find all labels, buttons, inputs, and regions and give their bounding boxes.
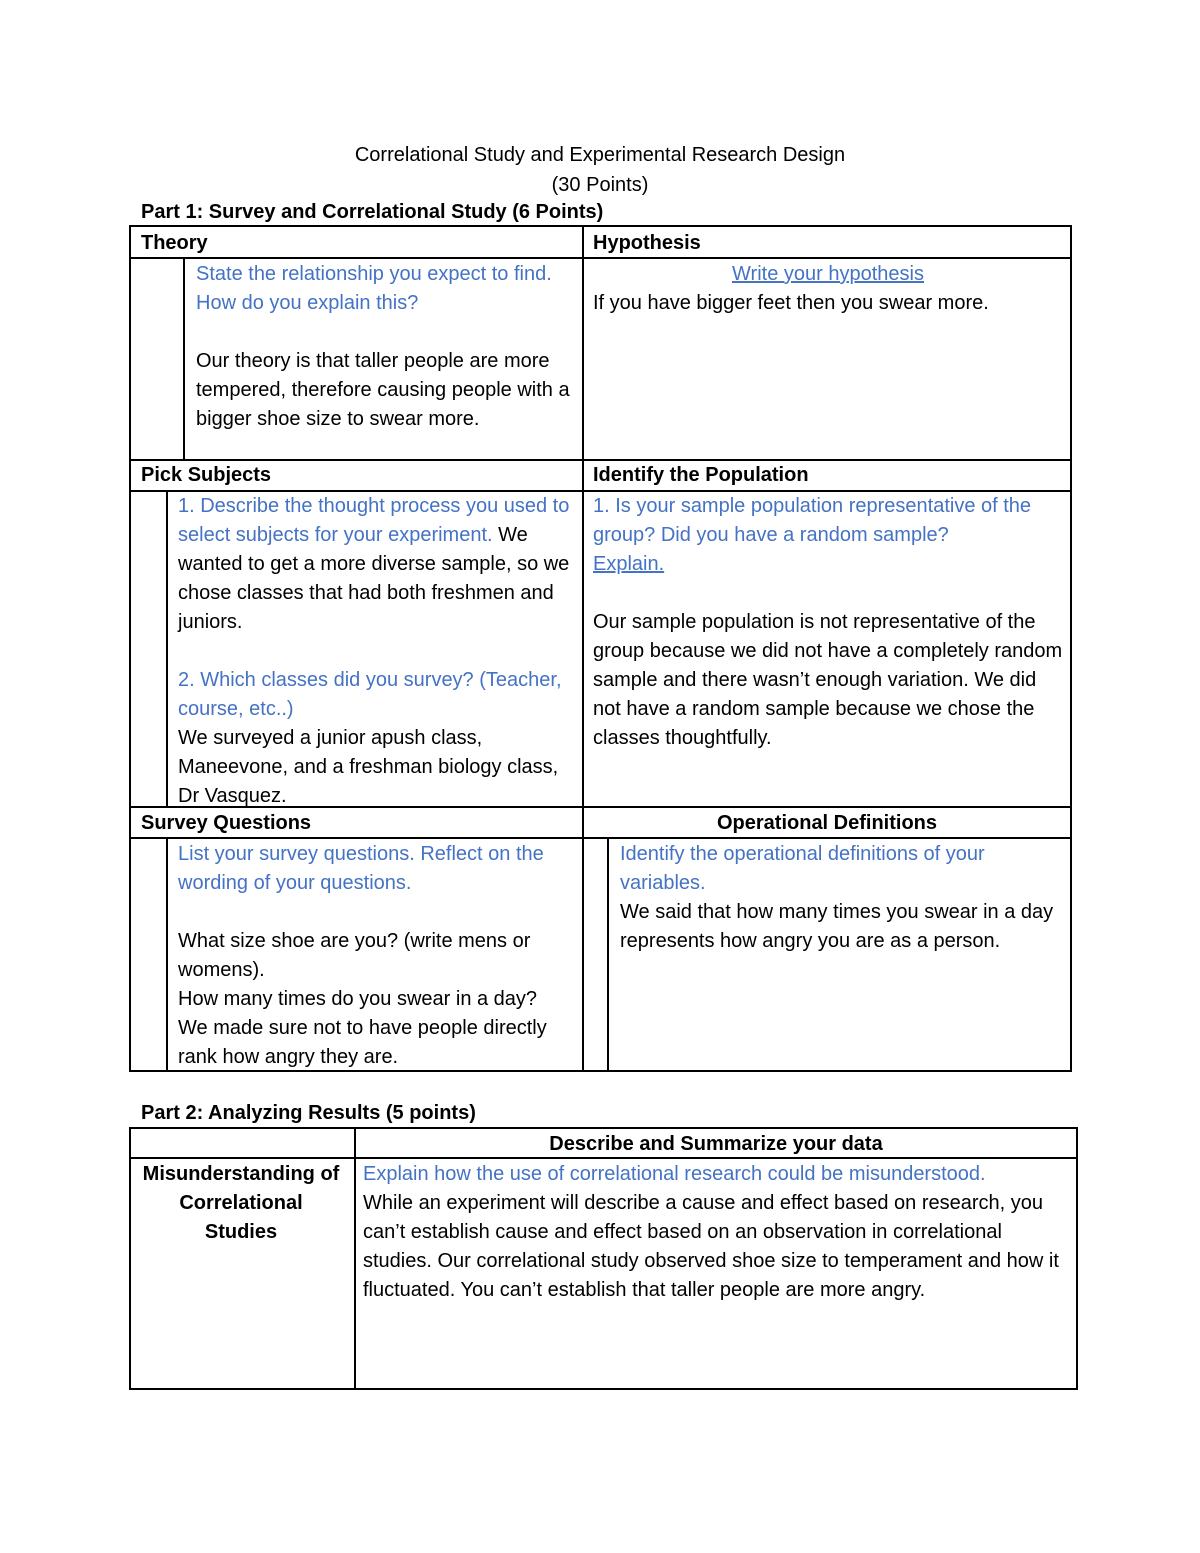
pick-subjects-header: Pick Subjects (141, 464, 272, 486)
hypothesis-header: Hypothesis (593, 232, 701, 254)
theory-prompt: State the relationship you expect to find. How do you explain this? (196, 263, 552, 314)
survey-prompt: List your survey questions. Reflect on the wording of your questions. (178, 843, 544, 894)
document-title: Correlational Study and Experimental Research Design (354, 144, 846, 166)
theory-header: Theory (141, 232, 208, 254)
hypothesis-cell (593, 260, 1063, 318)
part1-label: Part 1: Survey and Correlational Study (6 Points) (141, 201, 604, 223)
part2-label: Part 2: Analyzing Results (5 points) (141, 1102, 476, 1124)
part1-center-divider (582, 225, 584, 1072)
population-header: Identify the Population (593, 464, 809, 486)
opdef-prompt: Identify the operational definitions of your variables. (620, 843, 985, 894)
theory-cell (196, 260, 580, 434)
inner-margin-line (183, 257, 185, 459)
part2-column-header: Describe and Summarize your data (549, 1133, 883, 1155)
part2-answer-cell (363, 1160, 1071, 1305)
q2-answer: We surveyed a junior apush class, Maneevone, and a freshman biology class, Dr Vasquez. (178, 727, 559, 807)
inner-margin-line (166, 837, 168, 1072)
part2-answer: While an experiment will describe a cause and effect based on research, you can’t establish cause and effect based on an observation in correlational studies. Our correlational study observed shoe size to temperament and how it fluctuated. You can’t establish that taller people are more angry. (363, 1192, 1059, 1301)
part2-row-label: Misunderstanding of Correlational Studies (142, 1163, 340, 1243)
population-answer: Our sample population is not representative of the group because we did not have a completely random sample and there wasn’t enough variation. We did not have a random sample because we chose the classes thoughtfully. (593, 611, 1063, 749)
population-cell (593, 492, 1063, 753)
q1-prompt: 1. Describe the thought process you used to select subjects for your experiment. (178, 495, 570, 546)
hypothesis-answer: If you have bigger feet then you swear more. (593, 292, 989, 314)
operational-definitions-cell (620, 840, 1065, 956)
opdef-answer: We said that how many times you swear in a day represents how angry you are as a person. (620, 901, 1054, 952)
part2-column-divider (354, 1127, 356, 1390)
survey-question-1: What size shoe are you? (write mens or womens). (178, 930, 531, 981)
pick-subjects-cell (178, 492, 578, 811)
survey-question-2: How many times do you swear in a day? (178, 988, 538, 1010)
population-prompt: 1. Is your sample population representative of the group? Did you have a random sample? (593, 495, 1032, 546)
operational-definitions-header: Operational Definitions (716, 812, 938, 834)
survey-questions-header: Survey Questions (141, 812, 312, 834)
survey-note: We made sure not to have people directly rank how angry they are. (178, 1017, 547, 1068)
hypothesis-prompt: Write your hypothesis (732, 263, 924, 285)
population-prompt-link: Explain. (593, 553, 665, 575)
survey-questions-cell (178, 840, 578, 1072)
inner-margin-line (166, 490, 168, 806)
inner-margin-line (607, 837, 609, 1072)
q1-answer: We wanted to get a more diverse sample, so we chose classes that had both freshmen and juniors. (178, 524, 570, 633)
q2-prompt: 2. Which classes did you survey? (Teacher, course, etc..) (178, 669, 562, 720)
theory-answer: Our theory is that taller people are more tempered, therefore causing people with a bigger shoe size to swear more. (196, 350, 570, 430)
document-points: (30 Points) (551, 174, 649, 196)
part2-prompt: Explain how the use of correlational research could be misunderstood. (363, 1163, 986, 1185)
